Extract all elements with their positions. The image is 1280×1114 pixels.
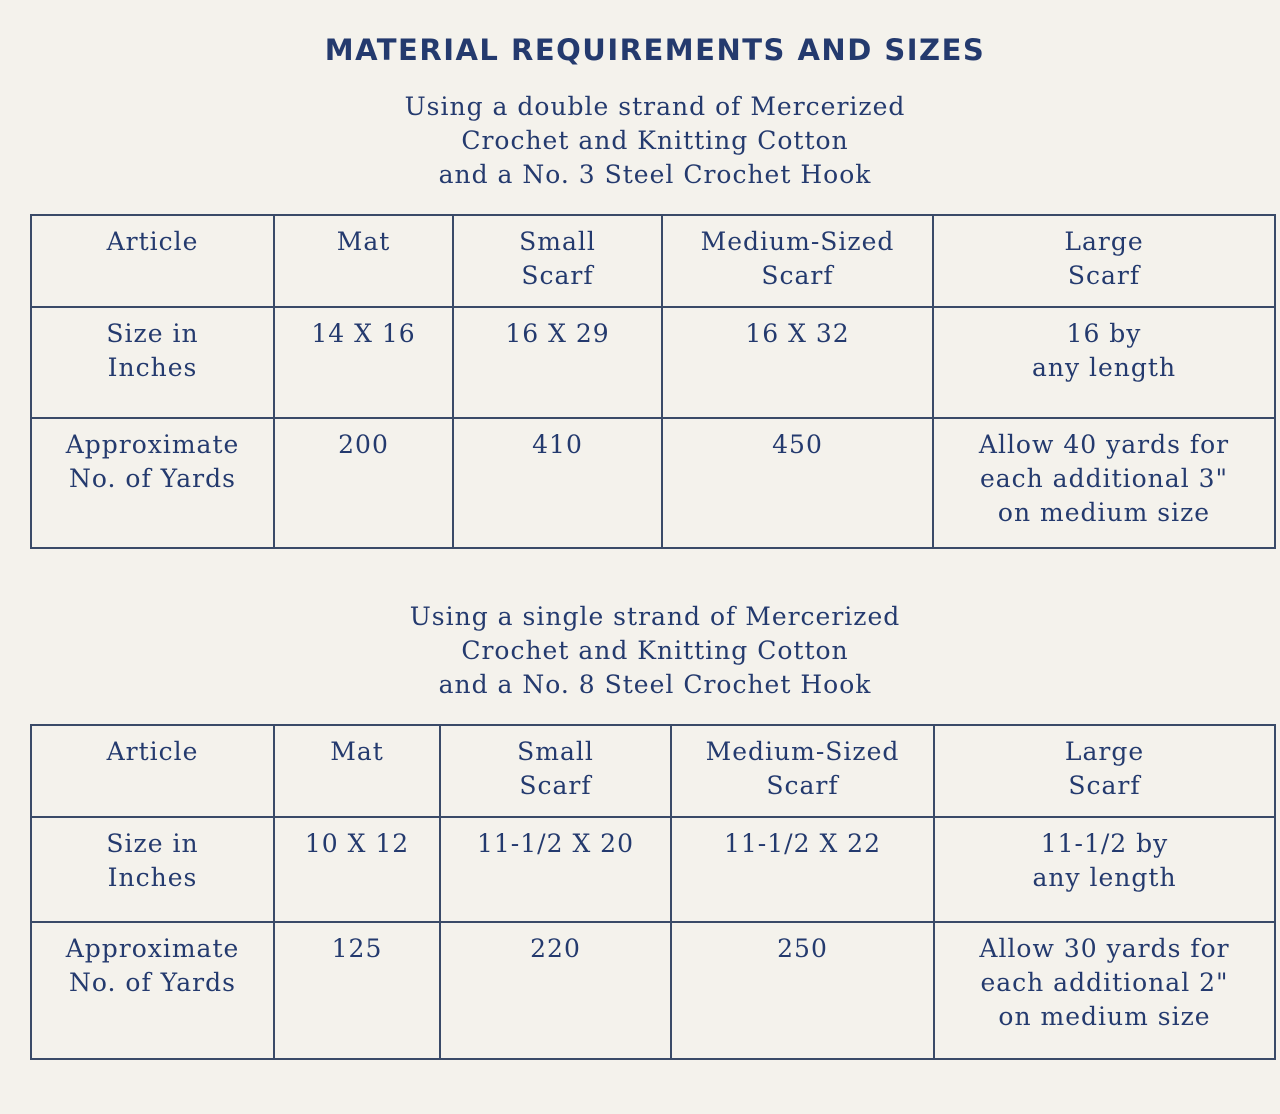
yards-small-scarf: [440, 922, 671, 1059]
cell-line: 450: [772, 430, 823, 459]
cell-line: No. of Yards: [69, 968, 236, 997]
cell-line: Approximate: [65, 430, 240, 459]
cell-line: 11-1/2 by: [1040, 829, 1169, 858]
intro-text-double-strand: [0, 90, 1280, 192]
column-header-mat: [274, 725, 440, 817]
cell-line: 125: [331, 934, 383, 963]
table-row-article: [31, 725, 1275, 817]
size-small-scarf: [453, 307, 662, 418]
cell-line: Scarf: [1068, 771, 1141, 800]
cell-line: Inches: [107, 353, 198, 382]
size-mat: [274, 307, 453, 418]
column-header-medium-scarf: [671, 725, 934, 817]
cell-line: Small: [517, 737, 594, 766]
cell-line: Scarf: [521, 261, 594, 290]
cell-line: 16 X 32: [745, 319, 850, 348]
cell-line: No. of Yards: [69, 464, 236, 493]
yards-medium-scarf: [662, 418, 933, 548]
cell-line: Scarf: [519, 771, 592, 800]
cell-line: on medium size: [997, 498, 1211, 527]
cell-line: Article: [106, 227, 199, 256]
intro-line: Using a single strand of Mercerized: [409, 602, 901, 631]
cell-line: Medium-Sized: [700, 227, 895, 256]
row-header-article: [31, 215, 274, 307]
yards-large-scarf: [933, 418, 1275, 548]
row-header-article: [31, 725, 274, 817]
cell-line: each additional 3": [979, 464, 1229, 493]
cell-line: 16 by: [1066, 319, 1142, 348]
cell-line: Mat: [336, 227, 391, 256]
cell-line: on medium size: [998, 1002, 1211, 1031]
page-title: MATERIAL REQUIREMENTS AND SIZES: [324, 33, 986, 67]
cell-line: 11-1/2 X 22: [724, 829, 881, 858]
yards-small-scarf: [453, 418, 662, 548]
requirements-table-double-strand: [30, 214, 1276, 549]
row-header-yards: [31, 418, 274, 548]
yards-mat: [274, 922, 440, 1059]
table-row-yards: [31, 922, 1275, 1059]
cell-line: Large: [1064, 737, 1145, 766]
column-header-small-scarf: [453, 215, 662, 307]
cell-line: 10 X 12: [304, 829, 410, 858]
cell-line: Size in: [106, 829, 199, 858]
row-header-yards: [31, 922, 274, 1059]
column-header-large-scarf: [934, 725, 1275, 817]
size-small-scarf: [440, 817, 671, 922]
column-header-mat: [274, 215, 453, 307]
column-header-small-scarf: [440, 725, 671, 817]
intro-line: Crochet and Knitting Cotton: [461, 126, 849, 155]
cell-line: Scarf: [1067, 261, 1141, 290]
yards-medium-scarf: [671, 922, 934, 1059]
cell-line: Approximate: [65, 934, 240, 963]
table-row-size: [31, 817, 1275, 922]
table-row-yards: [31, 418, 1275, 548]
size-medium-scarf: [671, 817, 934, 922]
cell-line: Scarf: [766, 771, 839, 800]
size-large-scarf: [934, 817, 1275, 922]
cell-line: Inches: [107, 863, 198, 892]
cell-line: Article: [106, 737, 199, 766]
cell-line: 14 X 16: [311, 319, 416, 348]
size-large-scarf: [933, 307, 1275, 418]
requirements-table-single-strand: [30, 724, 1276, 1060]
table-row-size: [31, 307, 1275, 418]
cell-line: Allow 30 yards for: [979, 934, 1230, 963]
cell-line: 250: [777, 934, 828, 963]
cell-line: 16 X 29: [505, 319, 610, 348]
size-mat: [274, 817, 440, 922]
cell-line: Scarf: [761, 261, 834, 290]
intro-line: Using a double strand of Mercerized: [404, 92, 906, 121]
cell-line: 200: [338, 430, 389, 459]
cell-line: Size in: [106, 319, 199, 348]
yards-mat: [274, 418, 453, 548]
cell-line: Medium-Sized: [705, 737, 900, 766]
cell-line: 220: [530, 934, 581, 963]
row-header-size: [31, 307, 274, 418]
yards-large-scarf: [934, 922, 1275, 1059]
cell-line: Mat: [330, 737, 384, 766]
intro-line: and a No. 8 Steel Crochet Hook: [438, 670, 872, 699]
table-row-article: [31, 215, 1275, 307]
intro-line: and a No. 3 Steel Crochet Hook: [438, 160, 872, 189]
cell-line: Large: [1064, 227, 1144, 256]
size-medium-scarf: [662, 307, 933, 418]
cell-line: Small: [519, 227, 596, 256]
intro-text-single-strand: [0, 600, 1280, 702]
column-header-medium-scarf: [662, 215, 933, 307]
cell-line: Allow 40 yards for: [978, 430, 1230, 459]
cell-line: any length: [1032, 863, 1177, 892]
intro-line: Crochet and Knitting Cotton: [461, 636, 849, 665]
row-header-size: [31, 817, 274, 922]
cell-line: 11-1/2 X 20: [477, 829, 634, 858]
cell-line: each additional 2": [980, 968, 1229, 997]
cell-line: any length: [1031, 353, 1177, 382]
cell-line: 410: [532, 430, 583, 459]
column-header-large-scarf: [933, 215, 1275, 307]
